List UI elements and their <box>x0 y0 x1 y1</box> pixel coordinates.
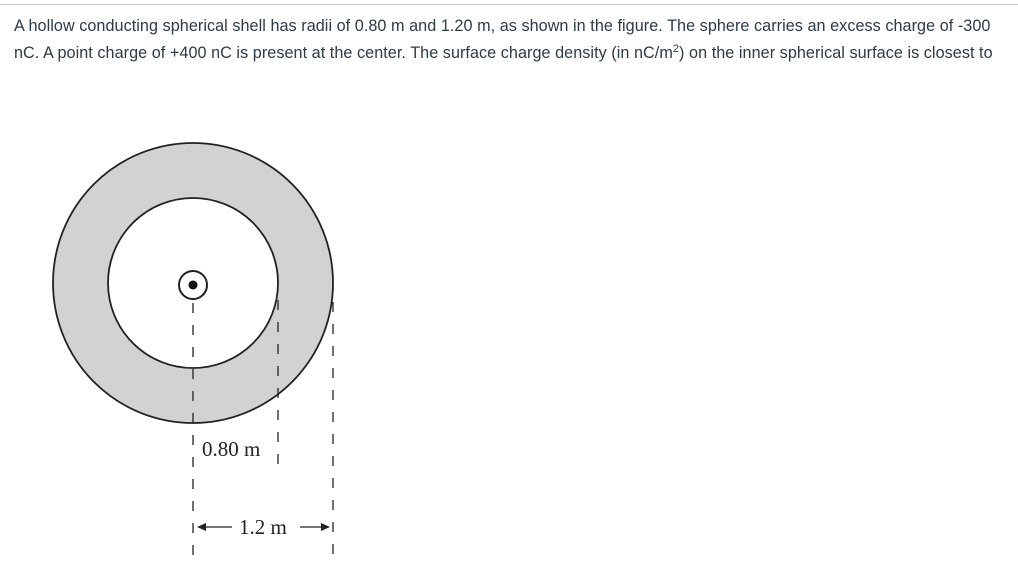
question-superscript: 2 <box>672 42 680 55</box>
outer-radius-label: 1.2 m <box>239 515 287 539</box>
question-text-end: ) on the inner spherical surface is closest to <box>679 43 993 62</box>
point-charge-dot <box>189 281 198 290</box>
left-arrow-head <box>197 523 206 531</box>
right-arrow-head <box>321 523 330 531</box>
question-text-main: A hollow conducting spherical shell has radii of 0.80 m and 1.20 m, as shown in the figure. The sphere carries an excess charge of -300 nC. A point charge of +400 nC is present at the center. The surface charge density (in nC/m <box>14 17 991 62</box>
inner-radius-label: 0.80 m <box>202 437 261 461</box>
